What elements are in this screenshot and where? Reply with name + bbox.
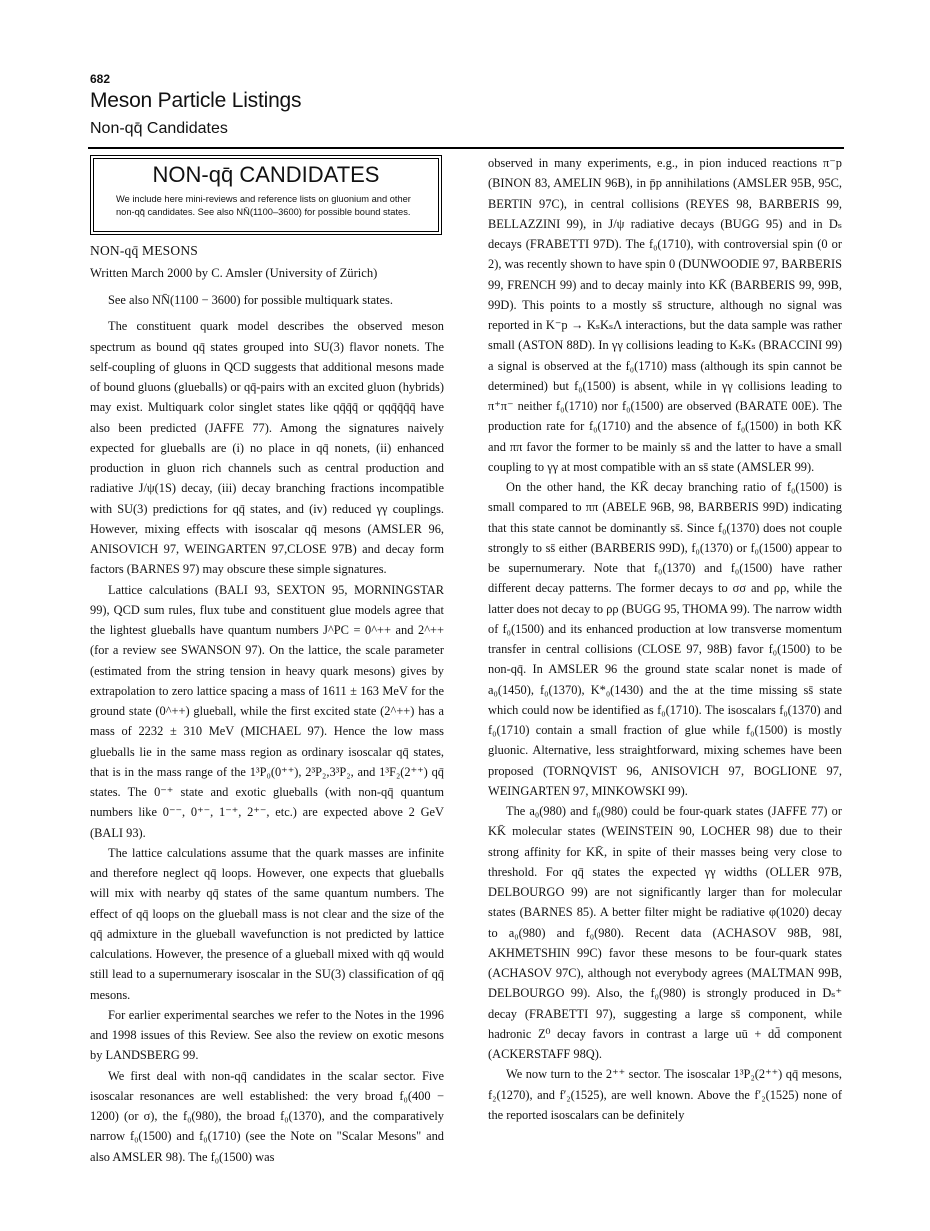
header-rule xyxy=(88,147,844,149)
section-box xyxy=(90,155,442,235)
box-description: We include here mini-reviews and reference lists on gluonium and other non-qq̄ candidates. See also NN̄(1100–3600) for possible bound states. xyxy=(116,194,411,217)
page-number: 682 xyxy=(90,72,111,86)
paragraph: observed in many experiments, e.g., in pion induced reactions π⁻p (BINON 83, AMELIN 96B), in p̄p annihilations (AMSLER 95B, 95C, BERTIN 97C), in central collisions (REYES 98, BARBERIS 99, BELLAZZINI 99), in J/ψ radiative decays (BUGG 95) and in Dₛ decays (FRABETTI 97D). The f₀(1710), with controversial spin (0 or 2), was recently shown to have spin 0 (DUNWOODIE 97, BARBERIS 99, FRENCH 99) and to decay mainly into KK̄ (BARBERIS 99, 99B, 99D). This points to a mostly ss̄ structure, although no signal was reported in K⁻p → KₛKₛΛ interactions, but the data sample was rather small (ASTON 88D). In γγ collisions leading to KₛKₛ (BRACCINI 99) a signal is observed at the f₀(1710) mass (although its spin cannot be determined) but f₀(1500) is absent, while in γγ collisions leading to π⁺π⁻ neither f₀(1710) nor f₀(1500) are observed (BARATE 00E). The production rate for f₀(1710) and the absence of f₀(1500) in both KK̄ and ππ favor the former to be mainly ss̄ and the latter to have a small coupling to γγ at most compatible with an ss̄ state (AMSLER 99). xyxy=(488,156,842,474)
paragraph: We now turn to the 2⁺⁺ sector. The isoscalar 1³P₂(2⁺⁺) qq̄ mesons, f₂(1270), and f′₂(1525), are well known. Above the f′₂(1525) none of the reported isoscalars can be definitely xyxy=(488,1067,842,1122)
paragraph: Lattice calculations (BALI 93, SEXTON 95, MORNINGSTAR 99), QCD sum rules, flux tube and constituent glue models agree that the lightest glueballs have quantum numbers J^PC = 0^++ and 2^++ (for a review see SWANSON 97). On the lattice, the scale parameter (estimated from the string tension in heavy quark mesons) gives by extrapolation to zero lattice spacing a mass of 1611 ± 163 MeV for the ground state (0^++) glueball, while the first excited state (2^++) has a mass of 2232 ± 310 MeV (MICHAEL 97). Hence the low mass glueballs lie in the same mass region as ordinary isoscalar qq̄ states, that is in the mass range of the 1³P₀(0⁺⁺), 2³P₂,3³P₂, and 1³F₂(2⁺⁺) qq̄ states. The 0⁻⁺ state and exotic glueballs (with non-qq̄ quantum numbers like 0⁻⁻, 0⁺⁻, 1⁻⁺, 2⁺⁻, etc.) are expected above 2 GeV (BALI 93). xyxy=(90,582,444,840)
see-also-note: See also NN̄(1100 − 3600) for possible multiquark states. xyxy=(108,293,393,307)
right-column xyxy=(488,153,842,1125)
byline: Written March 2000 by C. Amsler (University of Zürich) xyxy=(90,266,378,280)
paragraph: The lattice calculations assume that the quark masses are infinite and therefore neglect qq̄ loops. However, one expects that glueballs will mix with nearby qq̄ states of the same quantum numbers. The effect of qq̄ loops on the glueball mass is not clear and the size of the qq̄ admixture in the glueball wavefunction is not predicted by lattice calculations. However, the presence of a glueball mixed with qq̄ would still lead to a supernumerary isoscalar in the SU(3) classification of qq̄ mesons. xyxy=(90,845,444,1002)
left-column xyxy=(90,150,444,1167)
running-title: Meson Particle Listings xyxy=(90,89,302,112)
paragraph: We first deal with non-qq̄ candidates in the scalar sector. Five isoscalar resonances are well established: the very broad f₀(400 − 1200) (or σ), the f₀(980), the broad f₀(1370), and the comparatively narrow f₀(1500) and f₀(1710) (see the Note on "Scalar Mesons" and also AMSLER 98). The f₀(1500) was xyxy=(90,1068,444,1164)
running-subtitle: Non-qq̄ Candidates xyxy=(90,120,228,137)
paragraph: The a₀(980) and f₀(980) could be four-quark states (JAFFE 77) or KK̄ molecular states (WEINSTEIN 90, LOCHER 98) due to their strong affinity for KK̄, in spite of their masses being very close to threshold. For qq̄ states the expected γγ widths (OLLER 97B, DELBOURGO 99) are not significantly larger than for molecular states (BARNES 85). A better filter might be radiative φ(1020) decay to a₀(980) and f₀(980). Recent data (ACHASOV 98B, 98I, AKHMETSHIN 99C) favor these mesons to be four-quark states (ACHASOV 97C), although not everybody agrees (MALTMAN 99B, DELBOURGO 99). Also, the f₀(980) is strongly produced in Dₛ⁺ decay (FRABETTI 97), suggesting a large ss̄ component, while hadronic Z⁰ decay favors in contrast a large uū + dd̄ component (ACKERSTAFF 98Q). xyxy=(488,804,842,1061)
paragraph: For earlier experimental searches we refer to the Notes in the 1996 and 1998 issues of this Review. See also the review on exotic mesons by LANDSBERG 99. xyxy=(90,1007,444,1063)
paragraph: On the other hand, the KK̄ decay branching ratio of f₀(1500) is small compared to ππ (ABELE 96B, 98, BARBERIS 99D) indicating that this state cannot be dominantly ss̄. Since f₀(1370) does not couple strongly to ss̄ either (BARBERIS 99D), f₀(1370) or f₀(1500) appear to be supernumerary. Note that f₀(1370) and f₀(1500) have rather different decay patterns. The former decays to σσ and ρρ, while the latter does not decay to ρρ (BUGG 95, THOMA 99). The narrow width of f₀(1500) and its enhanced production at low transverse momentum transfer in central collisions (CLOSE 97, 98B) favor f₀(1500) to be non-qq̄. In AMSLER 96 the ground state scalar nonet is made of a₀(1450), f₀(1370), K*₀(1430) and the at the time missing ss̄ state which could now be identified as f₀(1710). The isoscalars f₀(1370) and f₀(1710) contain a small fraction of glue while f₀(1500) is mostly gluonic. Alternative, less straightforward, mixing schemes have been proposed (TORNQVIST 96, ANISOVICH 97, BOGLIONE 97, WEINGARTEN 97, MINKOWSKI 99). xyxy=(488,480,842,798)
box-title: NON-qq̄ CANDIDATES xyxy=(152,162,380,187)
section-heading: NON-qq̄ MESONS xyxy=(90,243,198,258)
paragraph: The constituent quark model describes the observed meson spectrum as bound qq̄ states grouped into SU(3) flavor nonets. The self-coupling of gluons in QCD suggests that additional mesons made of bound gluons (glueballs) or qq̄-pairs with an excited gluon (hybrids) may exist. Multiquark color singlet states like qq̄q̄q̄ or qqq̄q̄q̄q̄ have also been predicted (JAFFE 77). Among the signatures naively expected for glueballs are (i) no place in qq̄ nonets, (ii) enhanced production in gluon rich channels such as central production and radiative J/ψ(1S) decay, (iii) decay branching fractions incompatible with SU(3) predictions for qq̄ states, and (iv) reduced γγ couplings. However, mixing effects with isoscalar qq̄ mesons (AMSLER 96, ANISOVICH 97, WEINGARTEN 97,CLOSE 97B) and decay form factors (BARNES 97) may obscure these simple signatures. xyxy=(90,319,444,577)
